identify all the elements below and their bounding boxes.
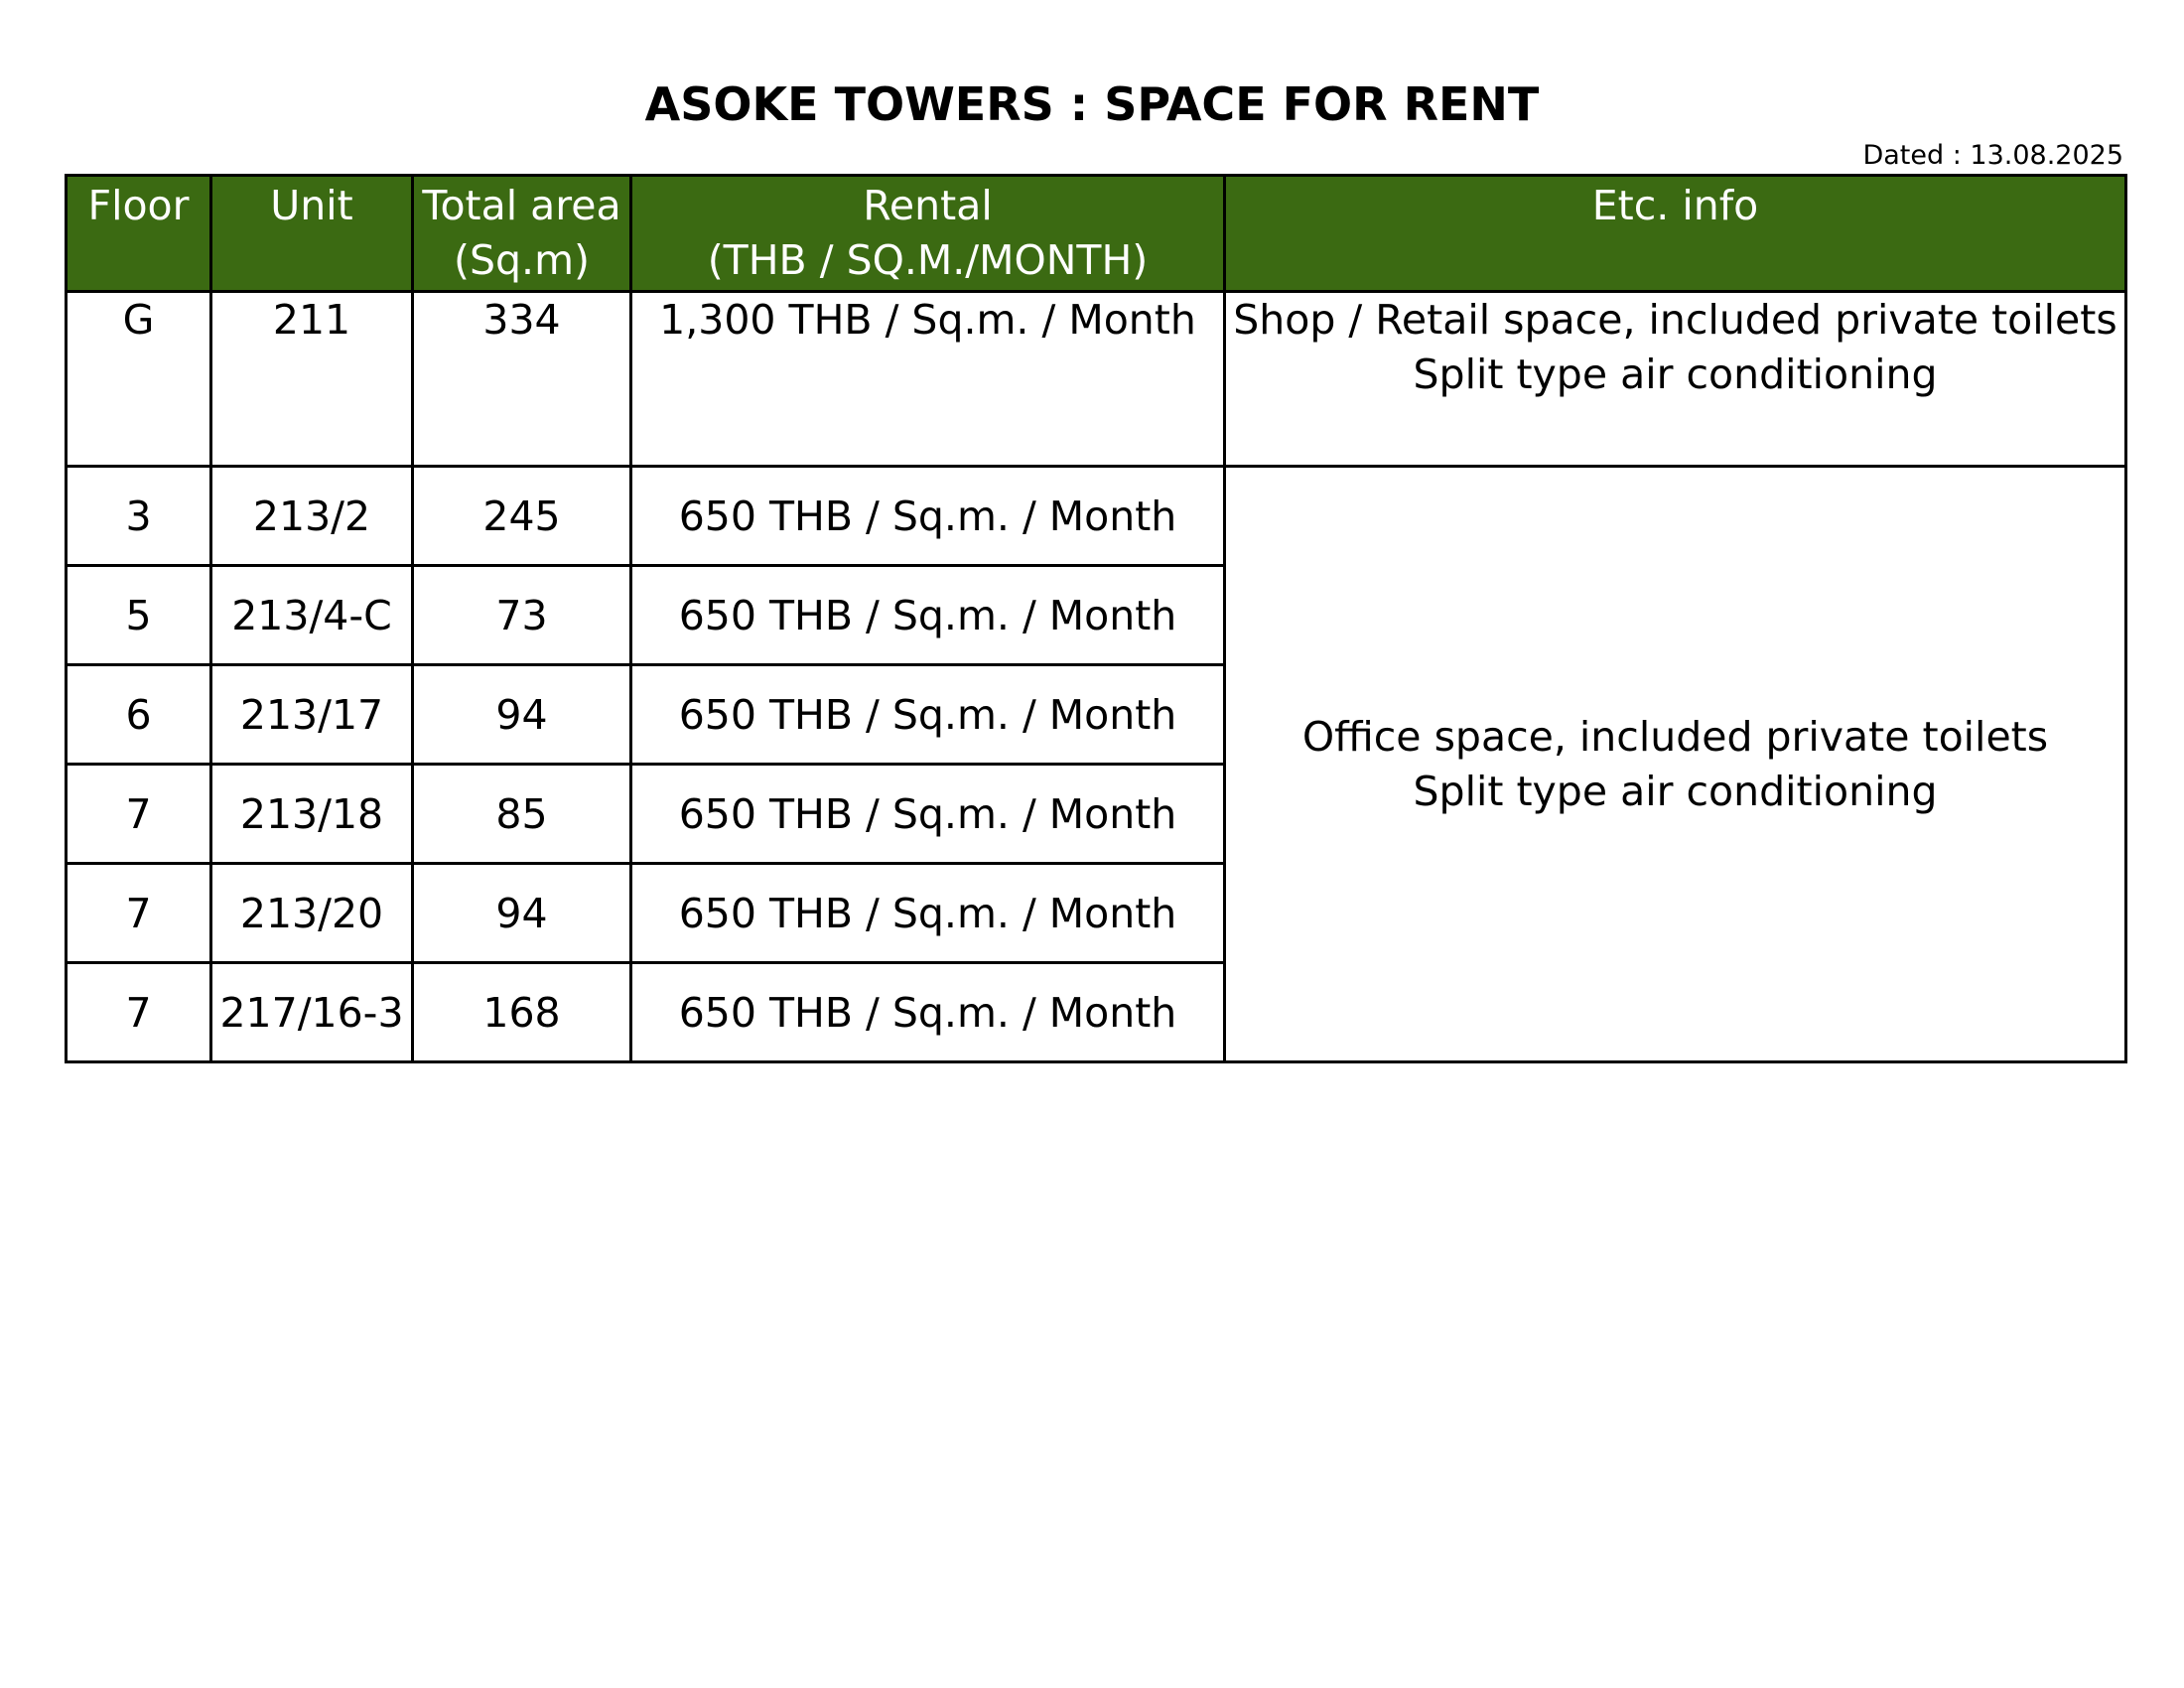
cell-unit: 213/2 xyxy=(211,467,413,566)
header-rental: Rental (THB / SQ.M./MONTH) xyxy=(631,176,1225,292)
cell-floor: 6 xyxy=(67,665,211,765)
cell-area: 73 xyxy=(413,566,631,665)
cell-unit: 211 xyxy=(211,292,413,467)
cell-floor: 7 xyxy=(67,765,211,864)
cell-rental: 1,300 THB / Sq.m. / Month xyxy=(631,292,1225,467)
cell-unit: 213/18 xyxy=(211,765,413,864)
cell-area: 94 xyxy=(413,864,631,963)
cell-area: 245 xyxy=(413,467,631,566)
header-etc-info: Etc. info xyxy=(1225,176,2126,292)
cell-unit: 217/16-3 xyxy=(211,963,413,1062)
cell-floor: 7 xyxy=(67,963,211,1062)
cell-area: 168 xyxy=(413,963,631,1062)
cell-area: 334 xyxy=(413,292,631,467)
header-total-area: Total area (Sq.m) xyxy=(413,176,631,292)
cell-area: 94 xyxy=(413,665,631,765)
cell-floor: 5 xyxy=(67,566,211,665)
cell-rental: 650 THB / Sq.m. / Month xyxy=(631,765,1225,864)
cell-info-retail: Shop / Retail space, included private toilets Split type air conditioning xyxy=(1225,292,2126,467)
table-header-row xyxy=(67,176,2126,292)
table-row xyxy=(67,292,2126,467)
cell-rental: 650 THB / Sq.m. / Month xyxy=(631,864,1225,963)
document-title: ASOKE TOWERS : SPACE FOR RENT xyxy=(644,77,1540,131)
header-unit: Unit xyxy=(211,176,413,292)
cell-rental: 650 THB / Sq.m. / Month xyxy=(631,665,1225,765)
cell-floor: G xyxy=(67,292,211,467)
dated-label: Dated : 13.08.2025 xyxy=(1862,140,2123,171)
cell-floor: 3 xyxy=(67,467,211,566)
cell-unit: 213/4-C xyxy=(211,566,413,665)
cell-rental: 650 THB / Sq.m. / Month xyxy=(631,963,1225,1062)
cell-info-office: Office space, included private toilets Split type air conditioning xyxy=(1225,467,2126,1062)
cell-unit: 213/17 xyxy=(211,665,413,765)
cell-rental: 650 THB / Sq.m. / Month xyxy=(631,566,1225,665)
cell-rental: 650 THB / Sq.m. / Month xyxy=(631,467,1225,566)
table-row xyxy=(67,467,2126,566)
cell-unit: 213/20 xyxy=(211,864,413,963)
rental-table xyxy=(65,174,2127,1063)
cell-area: 85 xyxy=(413,765,631,864)
cell-floor: 7 xyxy=(67,864,211,963)
header-floor: Floor xyxy=(67,176,211,292)
